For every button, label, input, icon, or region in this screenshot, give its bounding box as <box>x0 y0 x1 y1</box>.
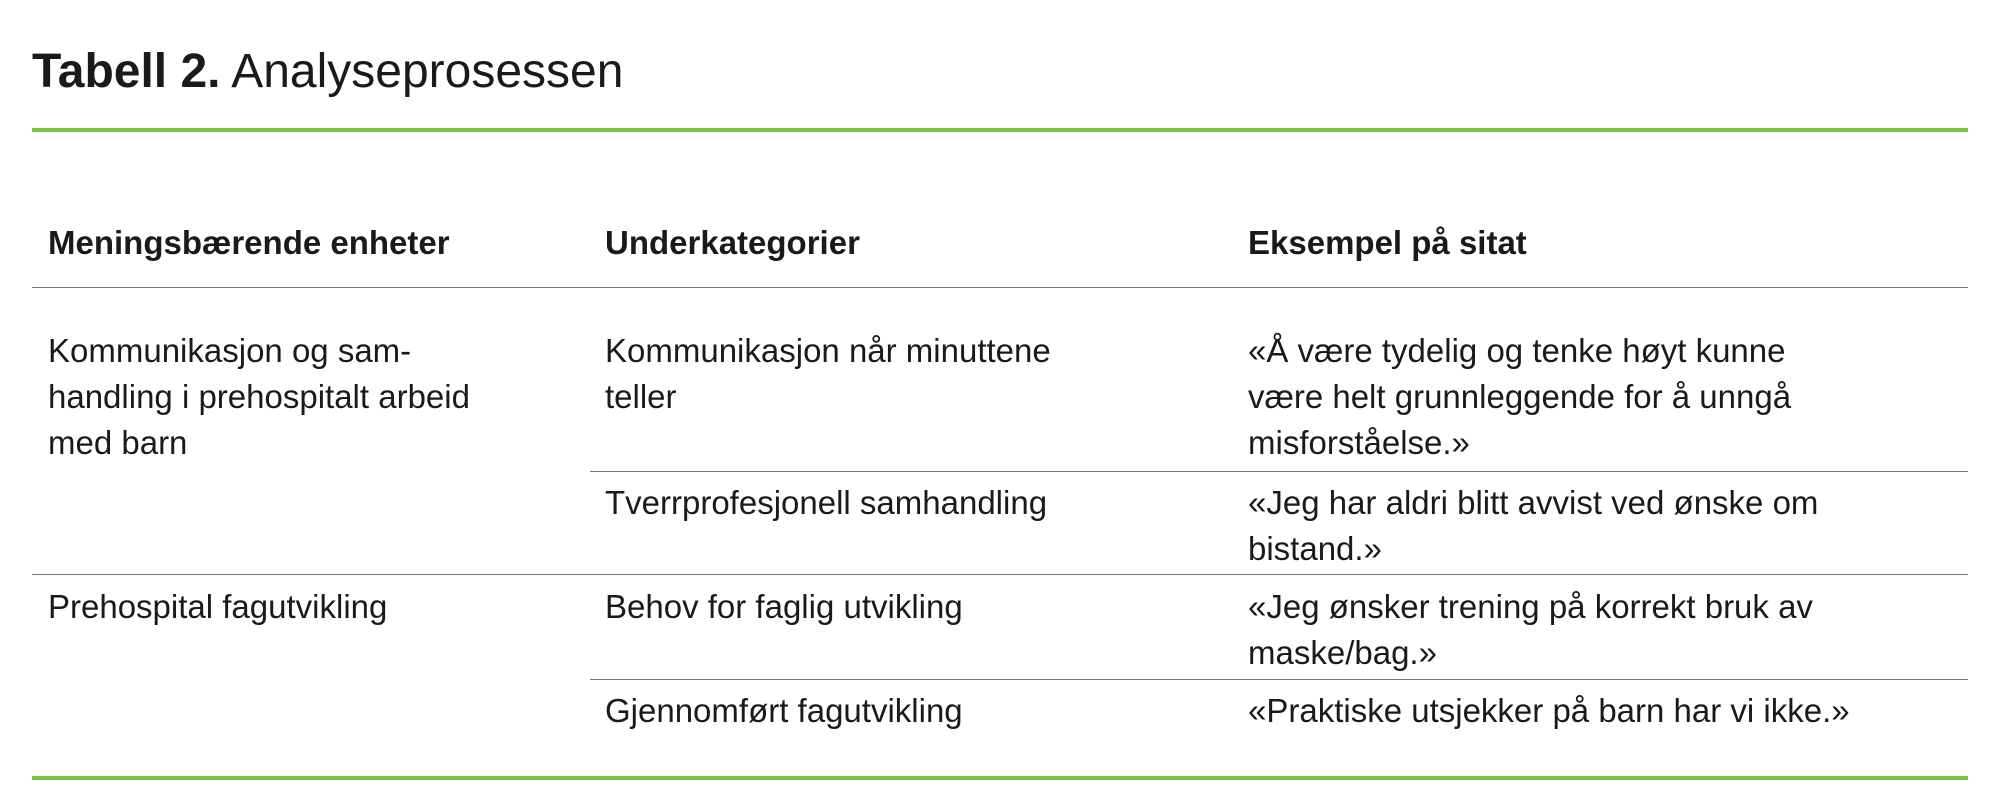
table-cell-subcategory: Tverrprofesjonell samhandling <box>605 484 1048 521</box>
table-cell-quote: «Jeg har aldri blitt avvist ved ønske om bistand.» <box>1248 484 1819 567</box>
column-header-units: Meningsbærende enheter <box>48 224 450 261</box>
table-cell-unit: Prehospital fagutvikling <box>48 588 388 625</box>
row-divider <box>590 471 1968 472</box>
header-divider <box>32 287 1968 288</box>
top-accent-rule <box>32 128 1968 132</box>
table-cell-subcategory: Gjennomført fagutvikling <box>605 692 963 729</box>
table-cell-subcategory: Behov for faglig utvikling <box>605 588 963 625</box>
table-cell-quote: «Jeg ønsker trening på korrekt bruk av maske/bag.» <box>1248 588 1813 671</box>
group-divider <box>32 574 1968 575</box>
column-header-subcategories: Underkategorier <box>605 224 860 261</box>
row-divider <box>590 679 1968 680</box>
table-title <box>32 40 623 104</box>
column-header-quotes: Eksempel på sitat <box>1248 224 1527 261</box>
table-title-text: Analyseprosessen <box>231 45 624 98</box>
table-cell-quote: «Å være tydelig og tenke høyt kunne være helt grunnleggende for å unngå misforståelse.» <box>1248 332 1792 461</box>
table-cell-unit: Kommunikasjon og sam- handling i prehospitalt arbeid med barn <box>48 332 470 461</box>
table-cell-subcategory: Kommunikasjon når minuttene teller <box>605 332 1051 415</box>
table-number-label: Tabell 2. <box>32 45 221 98</box>
bottom-accent-rule <box>32 776 1968 780</box>
table-cell-quote: «Praktiske utsjekker på barn har vi ikke.» <box>1248 692 1850 729</box>
